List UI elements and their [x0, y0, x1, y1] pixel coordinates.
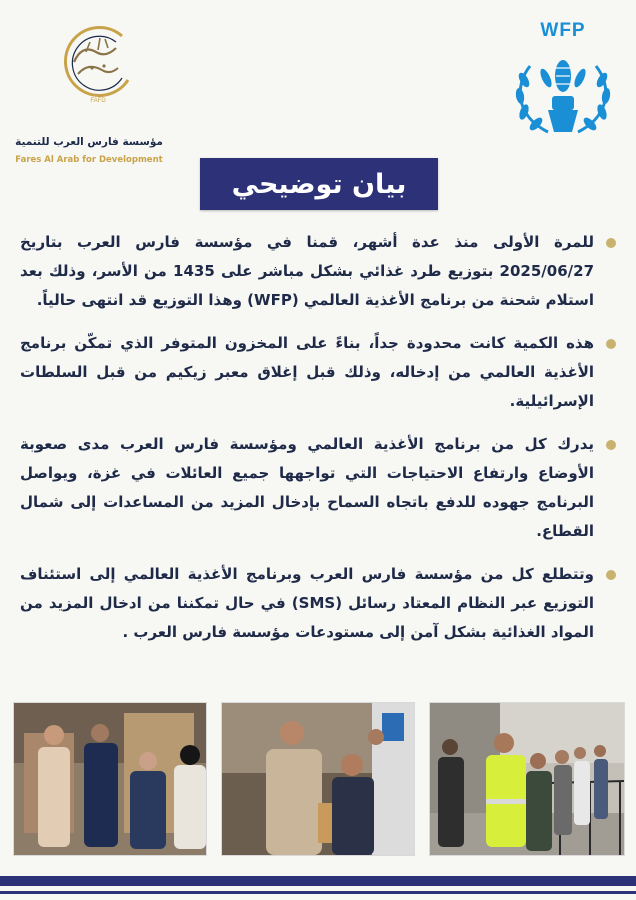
paragraph-1: [20, 228, 616, 315]
fares-emblem-icon: [52, 22, 138, 108]
footer-stripe-thick: [0, 876, 636, 886]
photo-queue-in-street: [429, 702, 625, 856]
bullet-icon: [606, 339, 616, 349]
fares-al-arab-logo: [14, 22, 164, 165]
photo-strip: [13, 702, 623, 854]
photo-people-at-warehouse: [13, 702, 207, 856]
paragraph-text: وتتطلع كل من مؤسسة فارس العرب وبرنامج الأغذية العالمي إلى استئناف التوزيع عبر النظام المعتاد رسائل (SMS) في حال تمكننا من ادخال المزيد من المواد الغذائية بشكل آمن إلى مستودعات مؤسسة فارس العرب .: [20, 565, 594, 641]
fares-emblem-sub: FAFD: [90, 98, 106, 104]
footer-stripe-thin: [0, 891, 636, 894]
paragraph-text: يدرك كل من برنامج الأغذية العالمي ومؤسسة فارس العرب مدى صعوبة الأوضاع وارتفاع الاحتياجات التي تواجهها جميع العائلات في غزة، ويواصل البرنامج جهوده للدفع باتجاه السماح بإدخال المزيد من المساعدات إلى شمال القطاع.: [20, 435, 594, 540]
wfp-acronym: WFP: [540, 20, 586, 41]
wfp-logo: [502, 20, 624, 144]
statement-body: [20, 228, 616, 661]
paragraph-3: [20, 430, 616, 546]
bullet-icon: [606, 570, 616, 580]
fares-name-english: Fares Al Arab for Development: [15, 155, 163, 165]
fares-name-arabic: مؤسسة فارس العرب للتنمية: [15, 136, 163, 148]
bullet-icon: [606, 238, 616, 248]
bullet-icon: [606, 440, 616, 450]
photo-worker-with-packages: [221, 702, 415, 856]
paragraph-2: [20, 329, 616, 416]
paragraph-text: للمرة الأولى منذ عدة أشهر، قمنا في مؤسسة فارس العرب بتاريخ 2025/06/27 بتوزيع طرد غذائي بشكل مباشر على 1435 من الأسر، وذلك بعد استلام شحنة من برنامج الأغذية العالمي (WFP) وهذا التوزيع قد انتهى حالياً.: [20, 233, 594, 309]
page-title: بيان توضيحي: [200, 158, 438, 210]
paragraph-4: [20, 560, 616, 647]
wfp-wreath-icon: [508, 46, 618, 142]
paragraph-text: هذه الكمية كانت محدودة جداً، بناءً على المخزون المتوفر الذي تمكّن برنامج الأغذية العالمي من إدخاله، وذلك قبل إغلاق معبر زيكيم من قبل السلطات الإسرائيلية.: [20, 334, 594, 410]
